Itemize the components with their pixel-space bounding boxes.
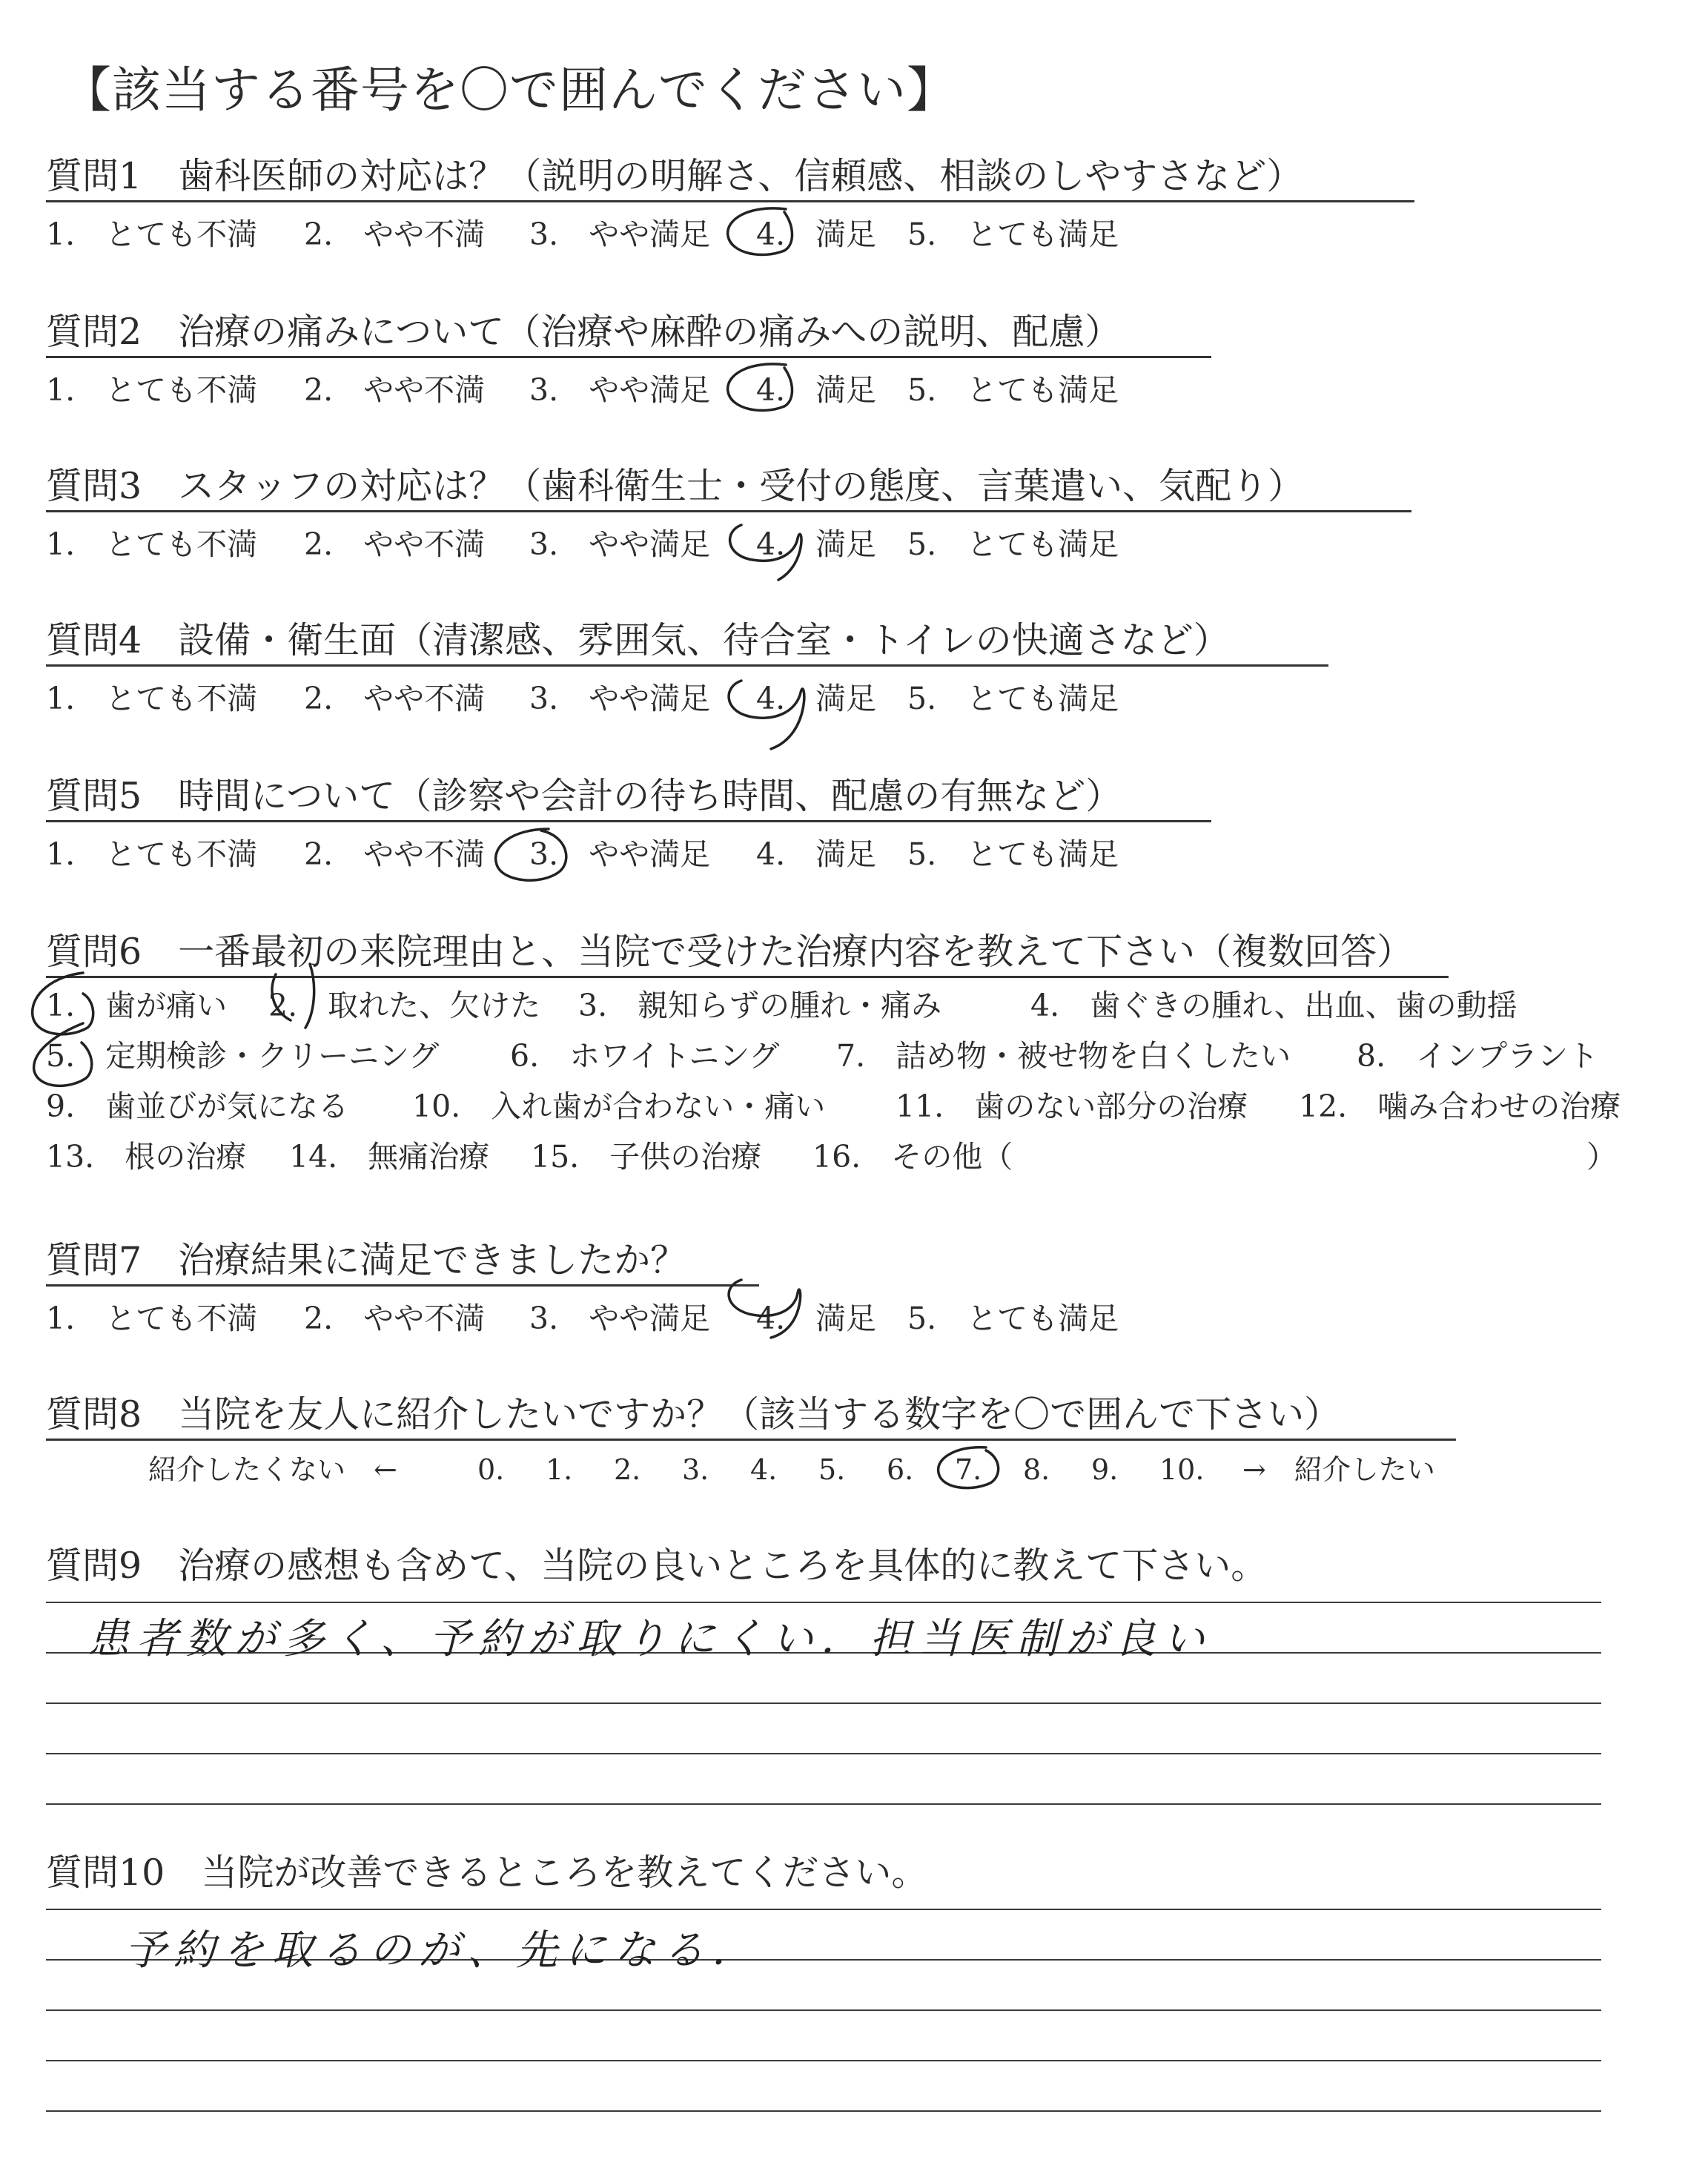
q8-score-4[interactable]: 4. bbox=[750, 1453, 778, 1486]
q8-left-label: 紹介したくない ← bbox=[148, 1453, 397, 1486]
question-6-label: 質問6 一番最初の来院理由と、当院で受けた治療内容を教えて下さい（複数回答） bbox=[46, 931, 1414, 973]
form-title: 【該当する番号を〇で囲んでください】 bbox=[62, 62, 956, 119]
question-4-rule bbox=[46, 664, 1328, 667]
q6-option-3[interactable]: 3. 親知らずの腫れ・痛み bbox=[578, 988, 942, 1023]
q5-option-5[interactable]: 5. とても満足 bbox=[907, 836, 1119, 872]
q8-score-10[interactable]: 10. bbox=[1159, 1453, 1205, 1486]
q8-score-5[interactable]: 5. bbox=[818, 1453, 846, 1486]
question-7-label: 質問7 治療結果に満足できましたか？ bbox=[46, 1239, 687, 1281]
question-9-label: 質問9 治療の感想も含めて、当院の良いところを具体的に教えて下さい。 bbox=[46, 1545, 1268, 1587]
question-1-rule bbox=[46, 200, 1414, 202]
q1-option-2[interactable]: 2. やや不満 bbox=[304, 217, 486, 252]
q10-writing-line-1 bbox=[46, 1909, 1601, 1910]
q8-score-0[interactable]: 0. bbox=[477, 1453, 505, 1486]
q5-option-3[interactable]: 3. やや満足 bbox=[529, 836, 711, 872]
q1-option-5[interactable]: 5. とても満足 bbox=[907, 217, 1119, 252]
q8-score-6[interactable]: 6. bbox=[887, 1453, 914, 1486]
q6-option-11[interactable]: 11. 歯のない部分の治療 bbox=[896, 1089, 1248, 1124]
q3-option-1[interactable]: 1. とても不満 bbox=[46, 526, 258, 562]
q10-writing-line-3 bbox=[46, 2009, 1601, 2011]
q1-option-1[interactable]: 1. とても不満 bbox=[46, 217, 258, 252]
q4-option-2[interactable]: 2. やや不満 bbox=[304, 681, 486, 716]
q6-option-14[interactable]: 14. 無痛治療 bbox=[289, 1139, 490, 1175]
q9-writing-line-5 bbox=[46, 1803, 1601, 1805]
q9-writing-line-3 bbox=[46, 1702, 1601, 1704]
q5-option-2[interactable]: 2. やや不満 bbox=[304, 836, 486, 872]
q10-writing-line-4 bbox=[46, 2060, 1601, 2061]
q2-option-2[interactable]: 2. やや不満 bbox=[304, 372, 486, 408]
question-8-label: 質問8 当院を友人に紹介したいですか？（該当する数字を〇で囲んで下さい） bbox=[46, 1393, 1341, 1436]
q7-option-3[interactable]: 3. やや満足 bbox=[529, 1301, 711, 1336]
q5-option-4[interactable]: 4. 満足 bbox=[756, 836, 877, 872]
q2-option-5[interactable]: 5. とても満足 bbox=[907, 372, 1119, 408]
question-5-label: 質問5 時間について（診察や会計の待ち時間、配慮の有無など） bbox=[46, 775, 1122, 817]
q7-option-2[interactable]: 2. やや不満 bbox=[304, 1301, 486, 1336]
q8-score-2[interactable]: 2. bbox=[614, 1453, 641, 1486]
q4-option-4[interactable]: 4. 満足 bbox=[756, 681, 877, 716]
q6-option-16[interactable]: 16. その他（ bbox=[812, 1139, 1013, 1175]
q7-option-5[interactable]: 5. とても満足 bbox=[907, 1301, 1119, 1336]
q2-option-3[interactable]: 3. やや満足 bbox=[529, 372, 711, 408]
q6-option-2[interactable]: 2. 取れた、欠けた bbox=[268, 988, 541, 1023]
q2-option-4[interactable]: 4. 満足 bbox=[756, 372, 877, 408]
q6-other-close-paren: ） bbox=[1586, 1139, 1617, 1175]
q8-score-8[interactable]: 8. bbox=[1023, 1453, 1050, 1486]
q6-option-13[interactable]: 13. 根の治療 bbox=[46, 1139, 247, 1175]
q4-option-5[interactable]: 5. とても満足 bbox=[907, 681, 1119, 716]
q4-option-3[interactable]: 3. やや満足 bbox=[529, 681, 711, 716]
question-2-rule bbox=[46, 356, 1211, 358]
q8-right-label: → 紹介したい bbox=[1242, 1453, 1435, 1486]
q8-score-3[interactable]: 3. bbox=[682, 1453, 709, 1486]
q2-option-1[interactable]: 1. とても不満 bbox=[46, 372, 258, 408]
q7-option-4[interactable]: 4. 満足 bbox=[756, 1301, 877, 1336]
question-8-rule bbox=[46, 1439, 1456, 1441]
question-7-rule bbox=[46, 1284, 759, 1287]
q3-option-2[interactable]: 2. やや不満 bbox=[304, 526, 486, 562]
q6-option-7[interactable]: 7. 詰め物・被せ物を白くしたい bbox=[836, 1038, 1291, 1074]
question-3-label: 質問3 スタッフの対応は？（歯科衛生士・受付の態度、言葉遣い、気配り） bbox=[46, 465, 1305, 507]
q8-score-1[interactable]: 1. bbox=[546, 1453, 573, 1486]
question-2-label: 質問2 治療の痛みについて（治療や麻酔の痛みへの説明、配慮） bbox=[46, 311, 1122, 353]
q1-option-3[interactable]: 3. やや満足 bbox=[529, 217, 711, 252]
q4-option-1[interactable]: 1. とても不満 bbox=[46, 681, 258, 716]
question-1-label: 質問1 歯科医師の対応は？（説明の明解さ、信頼感、相談のしやすさなど） bbox=[46, 155, 1303, 197]
q6-option-15[interactable]: 15. 子供の治療 bbox=[531, 1139, 762, 1175]
q9-writing-line-1 bbox=[46, 1602, 1601, 1603]
q6-option-12[interactable]: 12. 噛み合わせの治療 bbox=[1299, 1089, 1621, 1124]
q6-option-5[interactable]: 5. 定期検診・クリーニング bbox=[46, 1038, 440, 1074]
q6-option-4[interactable]: 4. 歯ぐきの腫れ、出血、歯の動揺 bbox=[1030, 988, 1517, 1023]
q6-option-9[interactable]: 9. 歯並びが気になる bbox=[46, 1089, 349, 1124]
q8-score-9[interactable]: 9. bbox=[1091, 1453, 1119, 1486]
question-6-rule bbox=[46, 976, 1449, 978]
q6-option-1[interactable]: 1. 歯が痛い bbox=[46, 988, 228, 1023]
q6-option-10[interactable]: 10. 入れ歯が合わない・痛い bbox=[412, 1089, 826, 1124]
q5-option-1[interactable]: 1. とても不満 bbox=[46, 836, 258, 872]
question-5-rule bbox=[46, 820, 1211, 822]
q10-handwritten-answer[interactable]: 予約を取るのが、先になる． bbox=[125, 1926, 761, 1975]
q9-handwritten-answer[interactable]: 患者数が多く、予約が取りにくい．担当医制が良い bbox=[87, 1615, 1212, 1663]
question-3-rule bbox=[46, 510, 1411, 512]
q9-writing-line-4 bbox=[46, 1753, 1601, 1754]
q3-option-3[interactable]: 3. やや満足 bbox=[529, 526, 711, 562]
q10-writing-line-5 bbox=[46, 2110, 1601, 2112]
q3-option-5[interactable]: 5. とても満足 bbox=[907, 526, 1119, 562]
q6-option-8[interactable]: 8. インプラント bbox=[1357, 1038, 1599, 1074]
question-10-label: 質問10 当院が改善できるところを教えてください。 bbox=[46, 1852, 928, 1894]
q1-option-4[interactable]: 4. 満足 bbox=[756, 217, 877, 252]
q3-option-4[interactable]: 4. 満足 bbox=[756, 526, 877, 562]
q8-score-7[interactable]: 7. bbox=[955, 1453, 982, 1486]
q6-option-6[interactable]: 6. ホワイトニング bbox=[510, 1038, 780, 1074]
q7-option-1[interactable]: 1. とても不満 bbox=[46, 1301, 258, 1336]
question-4-label: 質問4 設備・衛生面（清潔感、雰囲気、待合室・トイレの快適さなど） bbox=[46, 619, 1230, 661]
